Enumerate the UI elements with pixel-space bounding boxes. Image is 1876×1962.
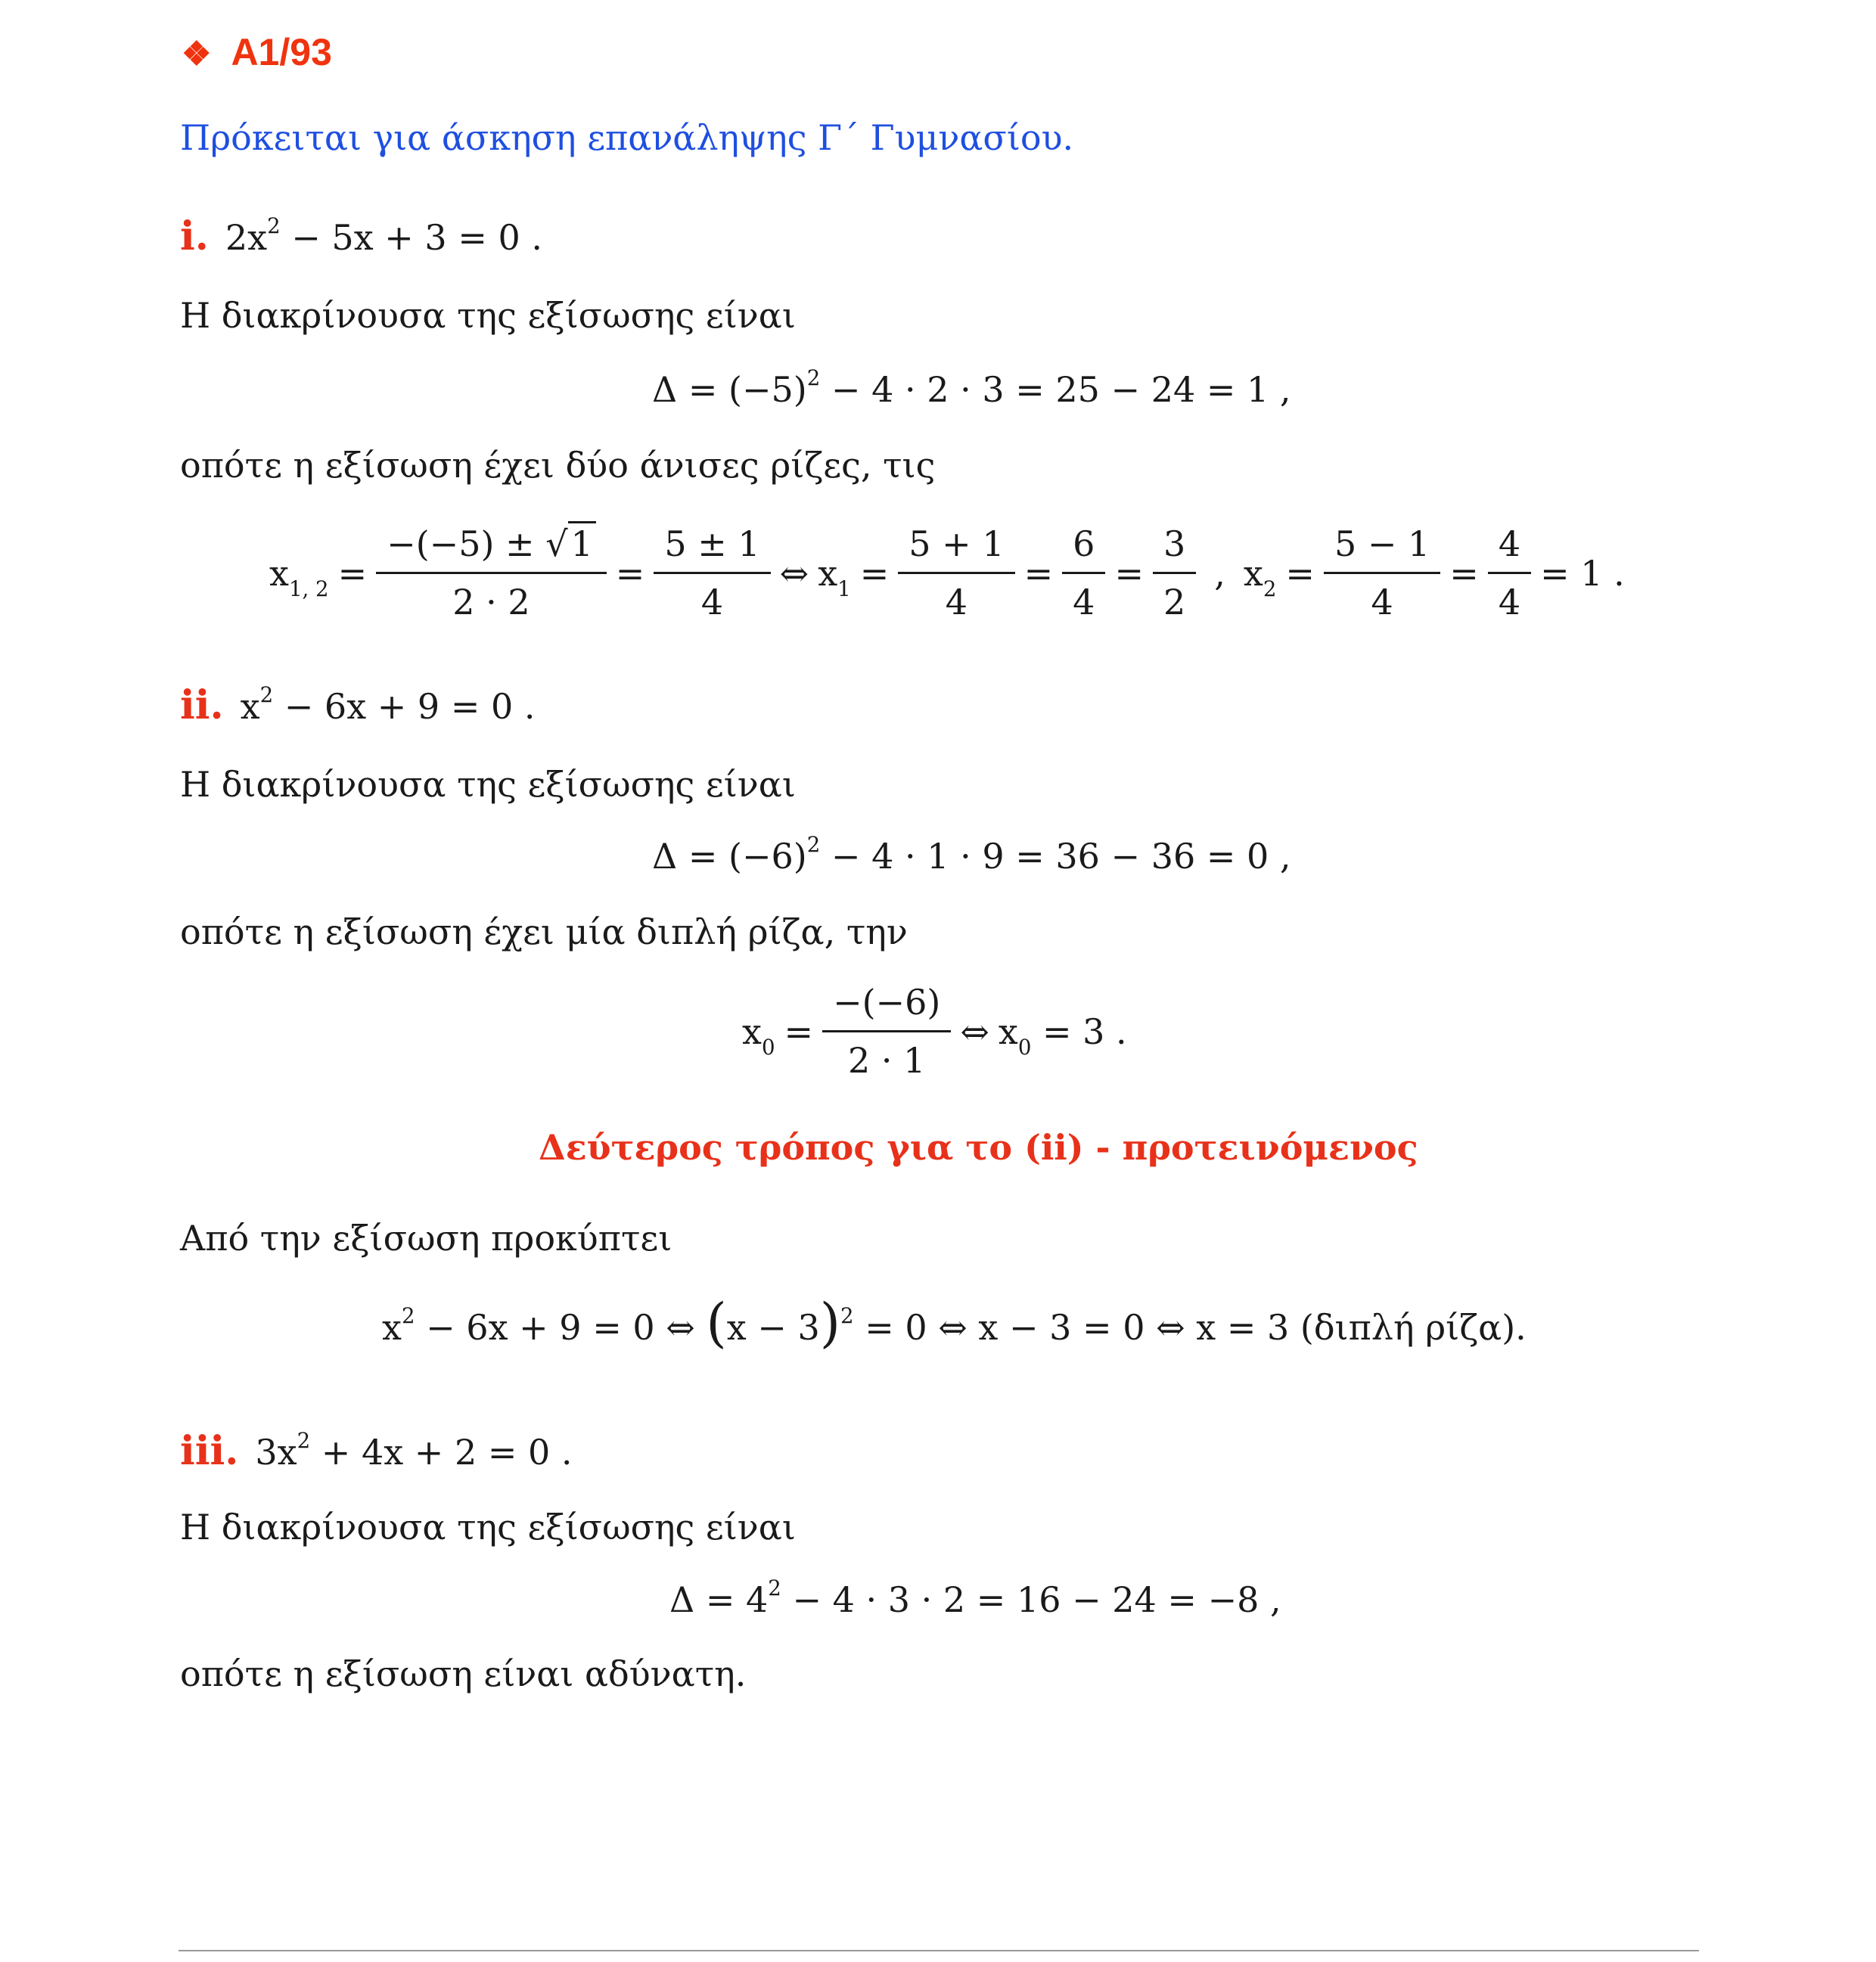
- exercise-title: [182, 30, 332, 74]
- part-iii-equation: $3x^2 + 4x + 2 = 0$ .: [255, 1427, 573, 1473]
- second-way-equation: $x^2 - 6x + 9 = 0$ ⇔ $(x - 3)^2 = 0$ ⇔ x − 3 = 0 ⇔ x = 3 (διπλή ρίζα).: [382, 1292, 1527, 1354]
- fraction: $\frac{3}{2}$: [1153, 523, 1196, 622]
- part-i-roots-text: οπότε η εξίσωση έχει δύο άνισες ρίζες, τις: [180, 445, 936, 486]
- fraction: $\frac{5 + 1}{4}$: [898, 523, 1014, 622]
- part-ii-label: ii.: [180, 682, 224, 728]
- fraction: $\frac{4}{4}$: [1488, 523, 1531, 622]
- part-i-discriminant: $\Delta = (-5)^2 - 4 \cdot 2 \cdot 3 = 25 - 24 = 1$ ,: [652, 365, 1291, 410]
- exercise-number: Α1/93: [231, 31, 332, 73]
- fraction: $\frac{-(-5) \pm √1}{2 \cdot 2}$: [376, 523, 607, 622]
- part-ii-discriminant: $\Delta = (-6)^2 - 4 \cdot 1 \cdot 9 = 36 - 36 = 0$ ,: [652, 831, 1291, 877]
- part-i-equation: $2x^2 - 5x + 3 = 0$ .: [225, 213, 542, 258]
- second-way-heading: Δεύτερος τρόπος για το (ii) - προτεινόμενος: [539, 1127, 1418, 1168]
- fraction: $\frac{-(-6)}{2 \cdot 1}$: [822, 982, 951, 1081]
- part-iii-disc-text: Η διακρίνουσα της εξίσωσης είναι: [180, 1507, 796, 1548]
- part-i-label: i.: [180, 213, 209, 259]
- part-iii-conclusion: οπότε η εξίσωση είναι αδύνατη.: [180, 1653, 747, 1694]
- part-iii-heading: [180, 1428, 573, 1474]
- intro-text: Πρόκειται για άσκηση επανάληψης Γ΄ Γυμνασίου.: [180, 117, 1074, 158]
- part-ii-root-formula: $x_0$ = $\frac{-(-6)}{2 \cdot 1}$ ⇔ $x_0 = 3$ .: [742, 982, 1127, 1081]
- part-i-roots-formula: $x_{1, 2}$ = $\frac{-(-5) \pm √1}{2 \cdot 2}$ = $\frac{5 \pm 1}{4}$ ⇔ $x_1$ = $\frac{5 + 1}{4}$ = $\frac{6}{4}$ = $\frac{3}{2}$ , $x_2$ = $\frac{5 - 1}{4}$ = $\frac{4}{4}$ = 1 .: [265, 523, 1629, 622]
- part-ii-heading: [180, 682, 536, 728]
- second-way-text: Από την εξίσωση προκύπτει: [180, 1218, 672, 1259]
- part-iii-label: iii.: [180, 1428, 239, 1474]
- part-iii-discriminant: $\Delta = 4^2 - 4 \cdot 3 \cdot 2 = 16 - 24 = -8$ ,: [669, 1575, 1281, 1620]
- footer-divider: [179, 1950, 1699, 1951]
- fraction: $\frac{5 \pm 1}{4}$: [654, 523, 770, 622]
- fraction: $\frac{6}{4}$: [1062, 523, 1105, 622]
- fraction: $\frac{5 - 1}{4}$: [1324, 523, 1440, 622]
- diamond-bullet-icon: ❖: [182, 36, 212, 73]
- part-i-heading: [180, 213, 542, 259]
- part-ii-equation: $x^2 - 6x + 9 = 0$ .: [240, 681, 536, 727]
- part-ii-roots-text: οπότε η εξίσωση έχει μία διπλή ρίζα, την: [180, 911, 908, 952]
- part-i-disc-text: Η διακρίνουσα της εξίσωσης είναι: [180, 295, 796, 336]
- part-ii-disc-text: Η διακρίνουσα της εξίσωσης είναι: [180, 764, 796, 805]
